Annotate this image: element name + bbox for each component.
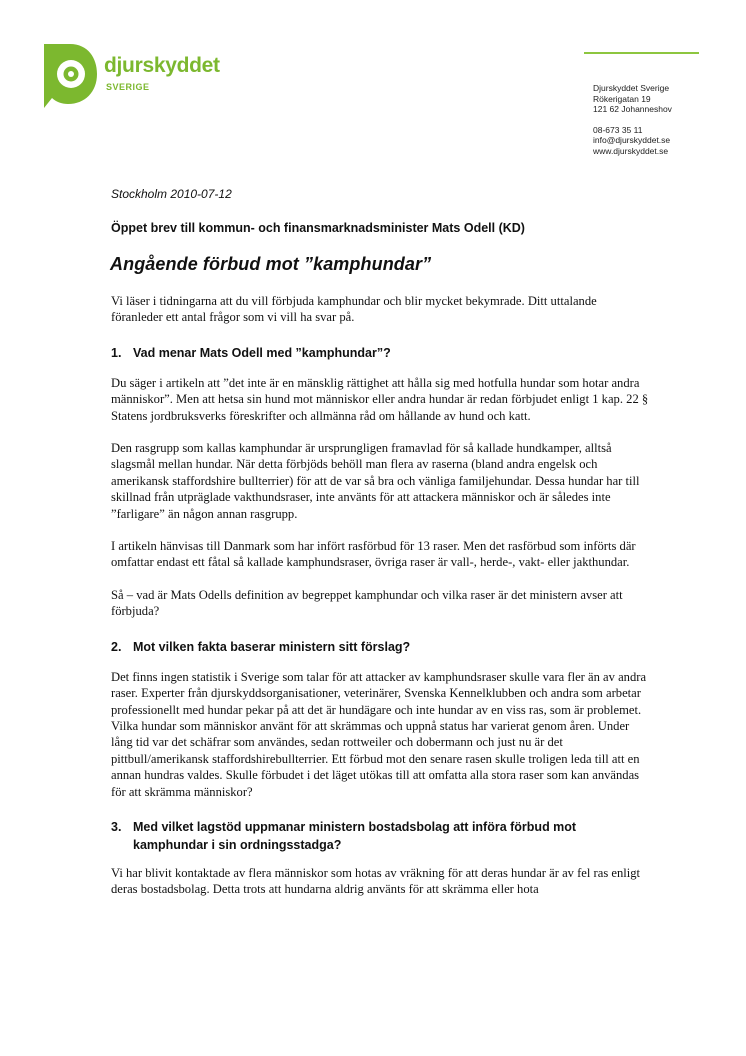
intro-paragraph: Vi läser i tidningarna att du vill förbjuda kamphundar och blir mycket bekymrade. Ditt uttalande föranleder ett antal frågor som vi vill ha svar på. — [111, 294, 597, 325]
logo-name: djurskyddet — [104, 54, 220, 77]
question-2-number: 2. — [111, 639, 122, 654]
djurskyddet-logo-icon — [40, 40, 100, 110]
question-2-text: Mot vilken fakta baserar ministern sitt förslag? — [133, 639, 411, 654]
question-3-text: Med vilket lagstöd uppmanar ministern bostadsbolag att införa förbud mot kamphundar i sin ordningsstadga? — [133, 819, 577, 852]
address-email: info@djurskyddet.se — [593, 135, 671, 145]
question-3-paragraph-1: Vi har blivit kontaktade av flera människor som hotas av vräkning för att deras hundar är av fel ras enligt deras bostadsbolag. Detta trots att hundarna aldrig använts för att skrämma eller hota — [111, 865, 641, 897]
logo-subtitle: SVERIGE — [106, 82, 150, 92]
question-1-text: Vad menar Mats Odell med ”kamphundar”? — [133, 345, 391, 360]
letter-body — [111, 293, 651, 898]
question-1-paragraph-1: Du säger i artikeln att ”det inte är en mänsklig rättighet att hålla sig med hotfulla hundar som hotar andra människor”. Men att hetsa sin hund mot människor eller andra hundar är redan förbjudet enligt 1 kap. 22 § Statens jordbruksverks föreskrifter och allmänna råd om hållande av hund och katt. — [111, 375, 649, 423]
question-1-paragraph-2: Den rasgrupp som kallas kamphundar är ursprungligen framavlad för så kallade hundkamper, alltså slagsmål mellan hundar. När detta förbjöds behöll man flera av raserna (bland andra engelsk och amerikansk staffordshire bullterrier) för att de var så bra och vänliga familjehundar. Dessa hundar har till skillnad från utpräglade vakthundsraser, inte använts för att attackera människor och är således inte ”farligare” än någon annan rasgrupp. — [111, 441, 640, 521]
address-phone: 08-673 35 11 — [593, 124, 643, 135]
letter-subject: Angående förbud mot ”kamphundar” — [110, 254, 432, 274]
question-3-number: 3. — [111, 819, 122, 834]
address-postal: 121 62 Johanneshov — [593, 104, 672, 114]
question-1-paragraph-3: I artikeln hänvisas till Danmark som har infört rasförbud för 13 raser. Men det rasförbud som införts där omfattar endast ett fåtal så kallade kamphundsraser, övriga raser är vall-, herde-, vakt- eller jakthundar. — [111, 539, 636, 570]
question-2-heading — [111, 638, 651, 656]
question-3-heading — [111, 818, 651, 854]
address-org: Djurskyddet Sverige — [593, 83, 670, 93]
open-letter-heading: Öppet brev till kommun- och finansmarknadsminister Mats Odell (KD) — [111, 221, 525, 235]
header-rule — [584, 52, 699, 54]
sender-address — [593, 83, 672, 156]
address-street: Rökerigatan 19 — [593, 93, 651, 104]
letter-date: Stockholm 2010-07-12 — [111, 187, 232, 201]
question-2-paragraph-1: Det finns ingen statistik i Sverige som talar för att attacker av kamphundsraser skulle vara fler än av andra raser. Experter från djurskyddsorganisationer, veterinärer, Svenska Kennelklubben och andra som arbetar professionellt med hundar pekar på att det är hundägare och inte hundar av en viss ras, som är problemet. Vilka hundar som människor använt för att skrämmas och uppnå status har varierat genom åren. Under lång tid var det schäfrar som användes, sedan rottweiler och dobermann och just nu är det pittbull/amerikansk staffordshirebullterrier. Ett förbud mot den senare rasen skulle troligen leda till att en annan hundras valdes. Skulle förbudet i det läget utökas till att omfatta alla stora raser som kan användas för att skrämma människor? — [111, 669, 647, 799]
question-1-heading — [111, 344, 651, 362]
question-1-paragraph-4: Så – vad är Mats Odells definition av begreppet kamphundar och vilka raser är det ministern avser att förbjuda? — [111, 587, 623, 619]
address-web: www.djurskyddet.se — [593, 145, 669, 156]
question-1-number: 1. — [111, 345, 122, 360]
djurskyddet-logo — [40, 40, 230, 110]
